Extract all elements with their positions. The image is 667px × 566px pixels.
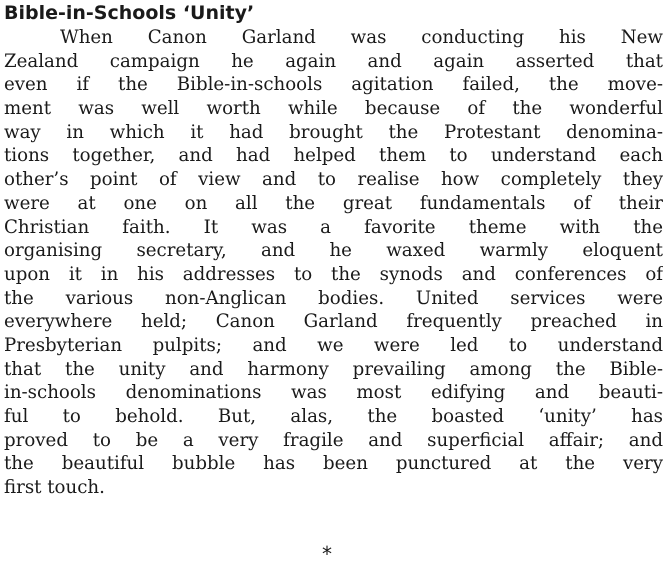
text-line: Christian faith. It was a favorite theme with the: [4, 216, 663, 238]
text-line: When Canon Garland was conducting his New: [60, 27, 663, 48]
text-line: the beautiful bubble has been punctured at the very: [4, 453, 663, 475]
text-line: upon it in his addresses to the synods and conferences of: [4, 263, 663, 285]
text-line: first touch.: [4, 477, 105, 499]
text-line: everywhere held; Canon Garland frequently preached in: [4, 311, 663, 333]
article-body: [4, 26, 663, 500]
text-line: ful to behold. But, alas, the boasted ‘unity’ has: [4, 406, 663, 427]
text-line: ment was well worth while because of the wonderful: [4, 98, 663, 120]
text-line: way in which it had brought the Protestant denomina-: [4, 121, 663, 143]
text-line: in-schools denominations was most edifying and beauti-: [4, 382, 663, 404]
text-line: that the unity and harmony prevailing among the Bible-: [4, 358, 663, 380]
text-line: the various non-Anglican bodies. United services were: [4, 287, 663, 309]
text-line: were at one on all the great fundamentals of their: [4, 192, 663, 214]
text-line: proved to be a very fragile and superficial affair; and: [4, 429, 663, 451]
text-line: tions together, and had helped them to understand each: [4, 145, 663, 167]
text-line: even if the Bible-in-schools agitation failed, the move-: [4, 74, 663, 96]
section-separator: *: [322, 542, 332, 566]
article: [4, 0, 663, 500]
text-line: Zealand campaign he again and again asserted that: [4, 50, 663, 72]
text-line: Presbyterian pulpits; and we were led to understand: [4, 334, 663, 356]
text-line: other’s point of view and to realise how completely they: [4, 169, 663, 191]
article-heading: Bible-in-Schools ‘Unity’: [4, 2, 255, 24]
text-line: organising secretary, and he waxed warmly eloquent: [4, 240, 663, 262]
